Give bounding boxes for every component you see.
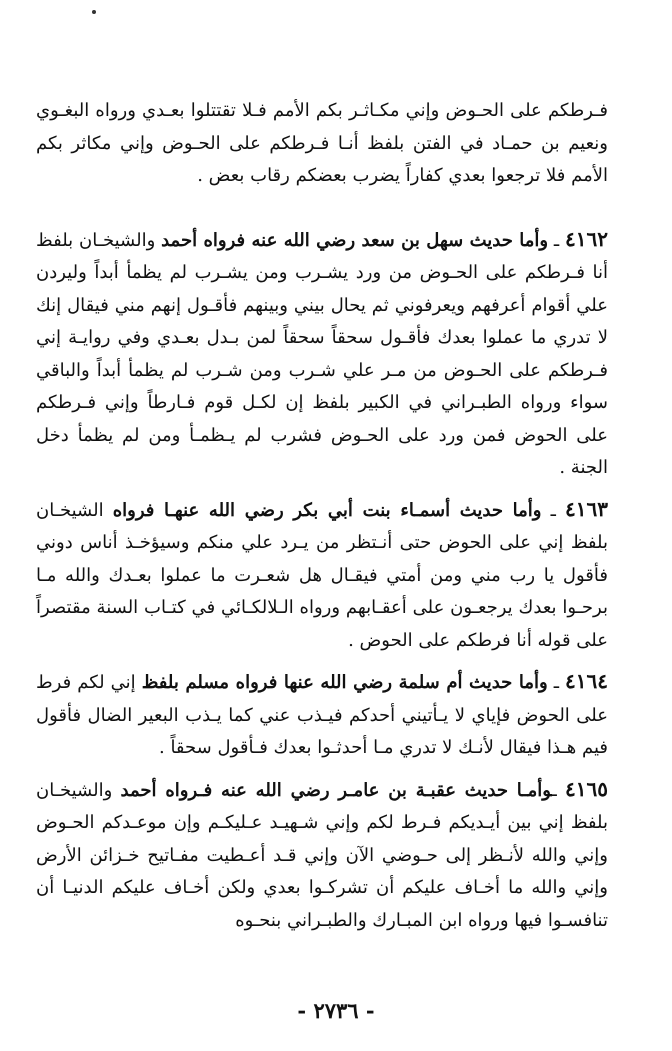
- hadith-body: الشيخـان بلفظ إني على الحوض حتى أنـتظر من يـرد علي منكم وسيؤخـذ أناس دوني فأقول يا رب مني ومن أمتي فيقـال هل شعـرت ما عملوا بعـدك والله مـا برحـوا بعدك يرجعـون على أعقـابهم ورواه الـلالكـائي في كتـاب السنة مقتصراً على قوله أنا فرطكم على الحوض .: [36, 499, 608, 651]
- hadith-4164: [36, 665, 608, 765]
- hadith-heading: وأمـا حديث عقبـة بن عامـر رضي الله عنه فـرواه أحمد: [120, 779, 552, 801]
- hadith-heading: وأما حديث سهل بن سعد رضي الله عنه فرواه أحمد: [161, 229, 549, 251]
- hadith-dash: ـ: [541, 499, 566, 521]
- hadith-number: ٤١٦٣: [565, 496, 608, 521]
- hadith-number: ٤١٦٤: [565, 669, 609, 693]
- hadith-number: ٤١٦٥: [565, 776, 609, 801]
- hadith-dash: ـ: [551, 779, 566, 801]
- scan-speck: [92, 10, 96, 14]
- hadith-4165: [36, 773, 608, 938]
- hadith-4162: [36, 223, 608, 485]
- intro-text: فـرطكم على الحـوض وإني مكـاثـر بكم الأمم فـلا تقتتلوا بعـدي ورواه البغـوي ونعيم بن حمـاد في الفتن بلفظ أنـا فـرطكم على الحـوض وإني مكاثر بكم الأمم فلا ترجعوا بعدي كفاراً يضرب بعضكم رقاب بعض .: [36, 100, 608, 186]
- hadith-heading: وأما حديث أسمـاء بنت أبي بكر رضي الله عنهـا فرواه: [112, 499, 542, 521]
- hadith-number: ٤١٦٢: [565, 226, 608, 251]
- hadith-body: إني لكم فرط على الحوض فإياي لا يـأتيني أحدكم فيـذب عني كما يـذب البعير الضال فأقول فيم هـذا فيقال لأنـك لا تدري مـا أحدثـوا بعدك فـأقول سحقاً .: [36, 672, 608, 758]
- main-text: [36, 95, 608, 937]
- hadith-dash: ـ: [548, 229, 566, 251]
- hadith-body: والشيخـان بلفظ أنا فـرطكم على الحـوض من ورد يشـرب ومن يشـرب لم يظمأ أبداً وليردن علي أقوام أعرفهم ويعرفوني ثم يحال بيني وبينهم فأقـول إنهم مني فيقال إنك لا تدري ما عملوا بعدك فأقـول سحقاً سحقاً لمن بـدل بعـدي وفي روايـة إني فـرطكم على الحـوض من مـر علي شـرب ومن شـرب لم يظمأ أبداً والباقي سواء ورواه الطبـراني في الكبير بلفظ إن لكـل قوم فـارطاً وإني فـرطكم على الحوض فمن ورد على الحـوض فشرب لم يـظمـأ ومن لم يظمأ دخل الجنة .: [36, 229, 608, 478]
- hadith-dash: ـ: [547, 672, 566, 693]
- page-number: - ٢٧٣٦ -: [297, 998, 375, 1023]
- hadith-body: والشيخـان بلفظ إني بين أيـديكم فـرط لكم وإني شـهيـد عـليكـم وإن موعـدكم الحـوض وإني والله لأنـظر إلى حـوضي الآن وإني قـد أعـطيت مفـاتيح خـزائن الأرض وإني والله ما أخـاف عليكم أن تشركـوا بعدي ولكن أخـاف عليكم الدنيـا أن تنافسـوا فيها ورواه ابن المبـارك والطبـراني بنحـوه: [36, 779, 608, 931]
- intro-paragraph: [36, 95, 608, 193]
- hadith-heading: وأما حديث أم سلمة رضي الله عنها فرواه مسلم بلفظ: [141, 672, 548, 693]
- hadith-4163: [36, 493, 608, 658]
